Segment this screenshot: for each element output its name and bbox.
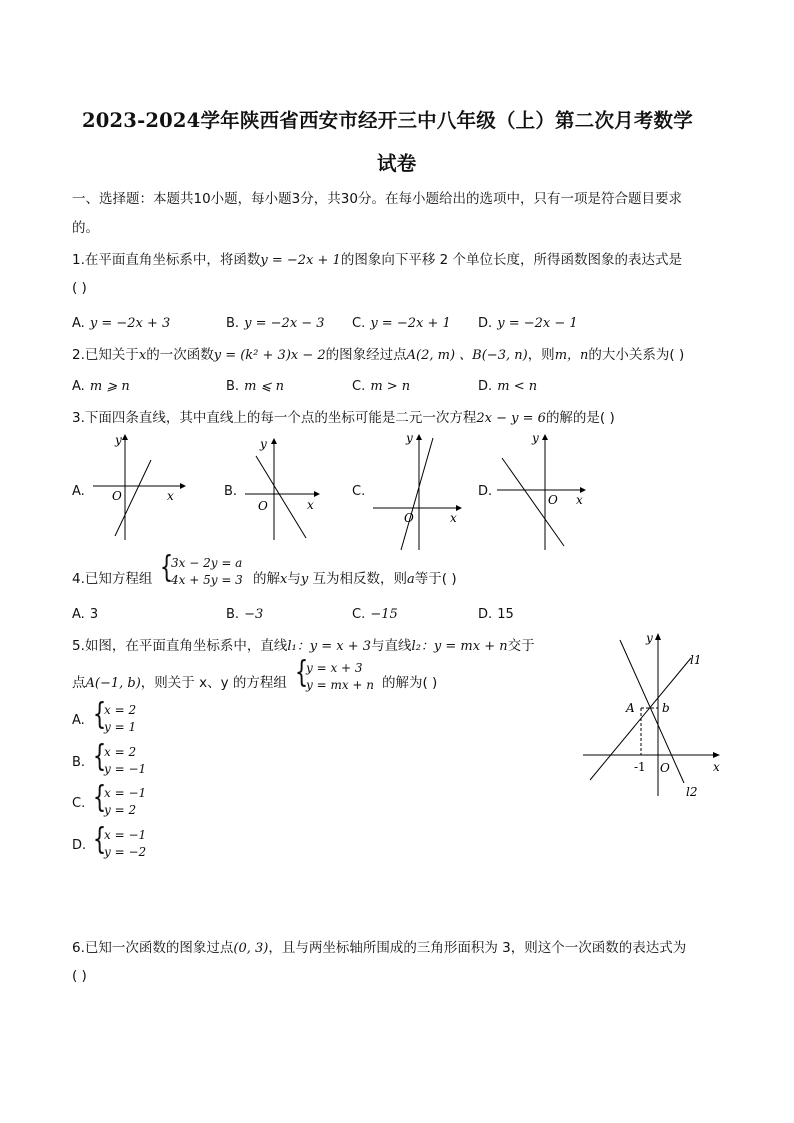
- axis-y-label: y: [532, 431, 539, 445]
- option-label: D.: [478, 379, 493, 394]
- axis-y-label: y: [115, 433, 122, 447]
- q3-option-c-label[interactable]: C.: [352, 484, 366, 499]
- q2-text-d: ，则: [527, 347, 555, 363]
- q3-eq: 2x − y = 6: [476, 411, 546, 426]
- q4-x: x: [280, 572, 288, 587]
- q5-equation-system: [292, 655, 392, 697]
- question-5-stem-line2: [72, 671, 287, 691]
- q2-text-a: 2.已知关于: [72, 347, 139, 363]
- label-neg1: -1: [634, 760, 646, 774]
- q5-point: A(−1, b): [85, 676, 141, 691]
- question-5-stem-line1: [72, 634, 535, 654]
- q1-answer-paren: ( ): [72, 280, 87, 296]
- question-2-stem: [72, 343, 684, 363]
- system-row-2: y = mx + n: [306, 678, 375, 692]
- system-row-1: y = x + 3: [306, 661, 363, 675]
- q5-text-f: 的解为( ): [382, 675, 438, 691]
- q2-text-c: 的图象经过点: [325, 347, 407, 363]
- section-header: 一、选择题：本题共10小题，每小题3分，共30分。在每小题给出的选项中，只有一项是符合题目要求: [72, 191, 682, 207]
- q4-equation-system: [157, 550, 257, 592]
- q4-text-d: 互为相反数，则: [308, 571, 407, 587]
- system-row-2: y = 2: [104, 803, 137, 817]
- q5-l1: l₁：: [287, 639, 310, 654]
- system-row-1: x = 2: [104, 745, 137, 759]
- option-label: B.: [226, 316, 240, 331]
- axis-x-label: x: [713, 760, 720, 774]
- label-b: b: [662, 701, 670, 715]
- q2-text-e: 的大小关系为( ): [588, 347, 685, 363]
- q2-option-b[interactable]: [226, 375, 284, 394]
- q4-text-c: 与: [287, 571, 301, 587]
- system-row-2: y = 1: [104, 720, 137, 734]
- q4-option-c[interactable]: [352, 603, 398, 622]
- axis-y-label: y: [646, 631, 653, 645]
- q5-l2: l₂：: [411, 639, 434, 654]
- option-label: A.: [72, 713, 85, 728]
- axis-x-label: x: [450, 511, 457, 525]
- q5-option-a[interactable]: [72, 697, 172, 739]
- option-label: D.: [72, 838, 87, 853]
- brace: {: [92, 697, 107, 732]
- q1-math: y = −2x + 1: [260, 253, 341, 268]
- q5-option-b[interactable]: [72, 739, 172, 781]
- page-title-line2: 试卷: [377, 152, 417, 175]
- option-label: C.: [352, 316, 366, 331]
- q2-option-a[interactable]: [72, 375, 130, 394]
- option-value: 15: [497, 607, 514, 622]
- option-value: y = −2x + 1: [370, 316, 451, 331]
- q5-eq2: y = mx + n: [433, 639, 508, 654]
- q3-option-b-label[interactable]: B.: [224, 484, 238, 499]
- option-value: m > n: [370, 379, 411, 394]
- option-label: D.: [478, 607, 493, 622]
- q3-text-b: 的解的是( ): [545, 410, 615, 426]
- system-row-1: x = −1: [104, 786, 147, 800]
- system-row-2: 4x + 5y = 3: [171, 573, 243, 587]
- q5-text-c: 交于: [507, 638, 535, 654]
- option-label: B.: [226, 607, 240, 622]
- option-value: −15: [370, 607, 398, 622]
- q4-option-a[interactable]: [72, 603, 98, 622]
- option-label: D.: [478, 316, 493, 331]
- axis-y-label: y: [260, 437, 267, 451]
- q5-option-d[interactable]: [72, 822, 172, 864]
- origin-label: O: [404, 511, 414, 525]
- q2-func: y = (k² + 3)x − 2: [213, 348, 326, 363]
- q3-graph-d: [492, 428, 602, 553]
- option-label: C.: [72, 796, 86, 811]
- origin-label: O: [112, 489, 122, 503]
- q4-y: y: [300, 572, 309, 587]
- q1-text-b: 的图象向下平移 2 个单位长度，所得函数图象的表达式是: [340, 252, 682, 268]
- system-row-1: x = 2: [104, 703, 137, 717]
- q1-text-a: 1.在平面直角坐标系中，将函数: [72, 252, 261, 268]
- option-label: A.: [72, 607, 85, 622]
- option-label: C.: [352, 607, 366, 622]
- q5-text-d: 点: [72, 675, 86, 691]
- question-6-stem: [72, 936, 686, 956]
- q1-option-c[interactable]: [352, 312, 451, 331]
- option-label: B.: [72, 755, 86, 770]
- option-label: C.: [352, 379, 366, 394]
- section-header-line2: 的。: [72, 220, 99, 236]
- q4-text-e: 等于( ): [414, 571, 457, 587]
- axis-x-label: x: [307, 498, 314, 512]
- q3-graph-b: [240, 432, 340, 542]
- brace: {: [92, 739, 107, 774]
- q5-text-b: 与直线: [371, 638, 412, 654]
- q6-text-a: 6.已知一次函数的图象过点: [72, 940, 234, 956]
- system-row-1: 3x − 2y = a: [171, 556, 243, 570]
- brace: {: [294, 655, 309, 690]
- q4-text-a: 4.已知方程组: [72, 571, 153, 587]
- q4-a: a: [407, 572, 415, 587]
- brace: {: [92, 822, 107, 857]
- q3-option-d-label[interactable]: D.: [478, 484, 493, 499]
- q1-option-d[interactable]: [478, 312, 578, 331]
- q4-option-b[interactable]: [226, 603, 263, 622]
- q6-text-b: ，且与两坐标轴所围成的三角形面积为 3，则这个一次函数的表达式为: [268, 940, 687, 956]
- q6-point: (0, 3): [233, 941, 269, 956]
- origin-label: O: [548, 493, 558, 507]
- page-title: 2023-2024学年陕西省西安市经开三中八年级（上）第二次月考数学: [82, 109, 693, 132]
- q2-x: x: [138, 348, 147, 363]
- question-3-stem: [72, 406, 615, 426]
- q5-option-c[interactable]: [72, 780, 172, 822]
- question-4-stem-rest: [253, 567, 457, 587]
- q3-graph-a: [88, 432, 188, 542]
- option-value: 3: [89, 607, 99, 622]
- q5-text-e: ，则关于 x、y 的方程组: [140, 675, 287, 691]
- option-value: y = −2x − 3: [244, 316, 325, 331]
- label-l2: l2: [686, 785, 698, 799]
- q1-option-a[interactable]: [72, 312, 170, 331]
- system-row-2: y = −2: [104, 845, 147, 859]
- q4-text-b: 的解: [253, 571, 280, 587]
- q5-figure: [580, 628, 730, 808]
- q2-option-c[interactable]: [352, 375, 410, 394]
- option-value: m ⩽ n: [244, 379, 285, 394]
- axis-x-label: x: [576, 493, 583, 507]
- q3-graph-c: [368, 428, 468, 553]
- q3-option-a-label[interactable]: A.: [72, 484, 85, 499]
- q4-option-d[interactable]: [478, 603, 514, 622]
- option-value: −3: [244, 607, 264, 622]
- question-4-stem: [72, 567, 152, 587]
- system-row-2: y = −1: [104, 762, 147, 776]
- system-row-1: x = −1: [104, 828, 147, 842]
- brace: {: [92, 780, 107, 815]
- axis-x-label: x: [167, 489, 174, 503]
- q5-text-a: 5.如图，在平面直角坐标系中，直线: [72, 638, 288, 654]
- option-label: A.: [72, 379, 85, 394]
- question-1-stem: [72, 248, 682, 268]
- label-origin: O: [660, 761, 670, 775]
- q2-points: A(2, m) 、B(−3, n): [406, 348, 528, 363]
- option-value: y = −2x + 3: [89, 316, 171, 331]
- axis-y-label: y: [406, 431, 413, 445]
- q1-option-b[interactable]: [226, 312, 325, 331]
- q2-option-d[interactable]: [478, 375, 537, 394]
- q5-eq1: y = x + 3: [309, 639, 372, 654]
- origin-label: O: [258, 499, 268, 513]
- q2-mn: m，n: [554, 348, 589, 363]
- q6-answer-paren: ( ): [72, 968, 87, 984]
- q2-text-b: 的一次函数: [146, 347, 214, 363]
- option-value: m < n: [497, 379, 538, 394]
- label-point-a: A: [626, 701, 635, 715]
- option-label: B.: [226, 379, 240, 394]
- brace: {: [159, 550, 174, 585]
- option-label: A.: [72, 316, 85, 331]
- option-value: m ⩾ n: [89, 379, 130, 394]
- option-value: y = −2x − 1: [497, 316, 578, 331]
- label-l1: l1: [690, 653, 702, 667]
- q3-text-a: 3.下面四条直线，其中直线上的每一个点的坐标可能是二元一次方程: [72, 410, 477, 426]
